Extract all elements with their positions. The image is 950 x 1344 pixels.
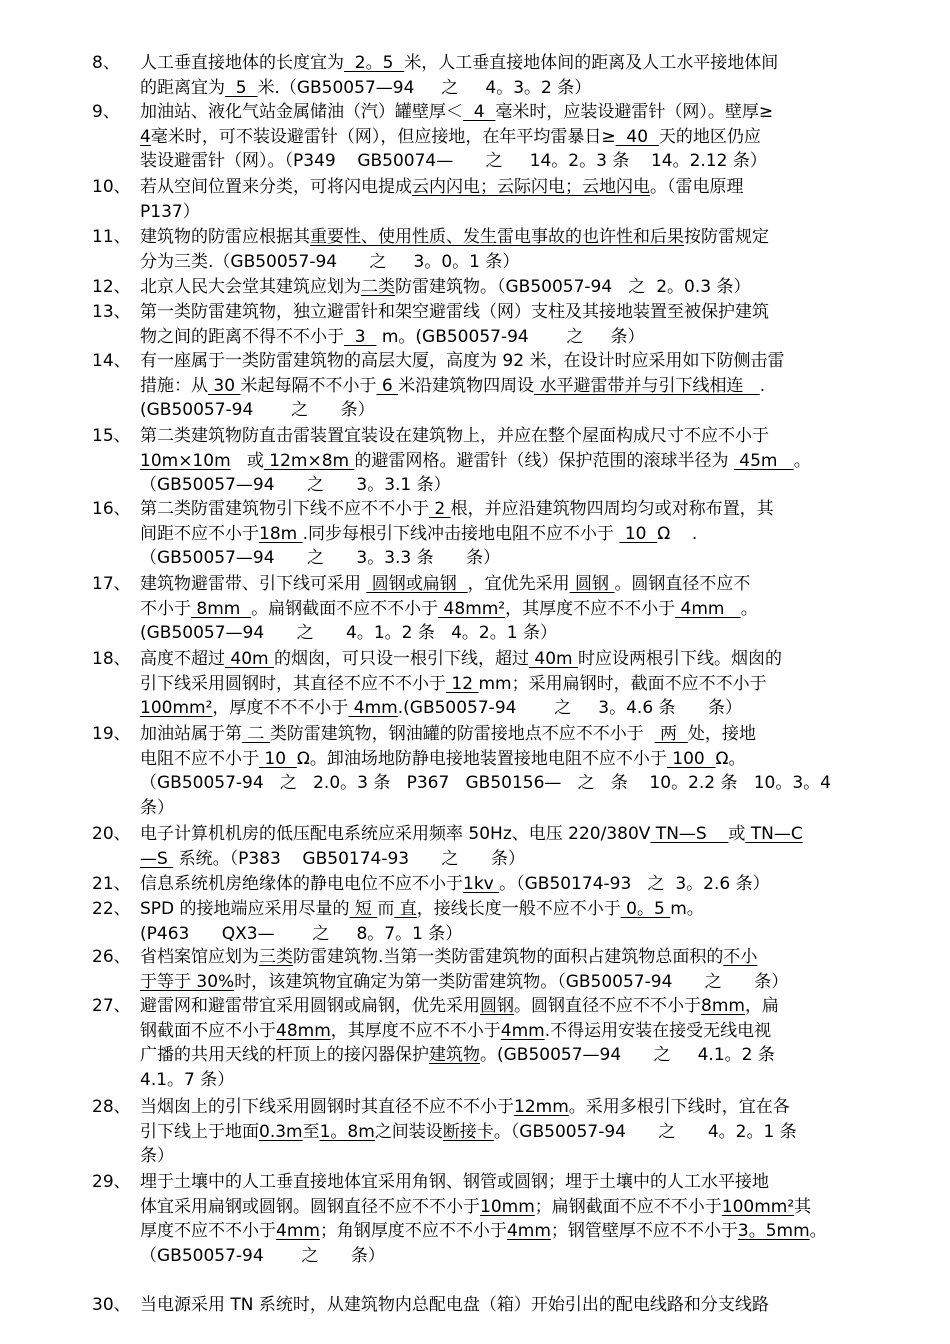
answer-underlined: 不小	[723, 947, 758, 967]
answer-underlined: —S	[140, 848, 174, 869]
answer-underlined: 10	[259, 748, 297, 769]
question-number: 19、	[92, 724, 131, 744]
text-line	[140, 423, 908, 449]
answer-underlined: 1。8m	[319, 1121, 375, 1142]
answer-underlined: 12mm	[514, 1097, 569, 1117]
text-line	[140, 871, 908, 897]
text-segment: 。(GB50057—94 之 4.1。2 条	[480, 1045, 775, 1066]
question-number: 29、	[92, 1172, 131, 1192]
text-segment: 天的地区仍应	[658, 126, 761, 147]
text-segment: 不小于	[140, 598, 191, 619]
answer-underlined: 两	[654, 724, 688, 744]
text-segment: Ω .	[657, 523, 698, 544]
text-segment: (GB50057-94 之 条）	[140, 400, 375, 421]
question-number: 17、	[92, 574, 131, 594]
answer-underlined: 6	[376, 375, 399, 396]
text-segment: Ω。	[715, 748, 746, 769]
text-segment: (GB50057—94 之 4。1。2 条 4。2。1 条）	[140, 623, 557, 644]
text-segment: 第二类建筑物防直击雷装置宜装设在建筑物上，并应在整个屋面构成尺寸不应不小于	[140, 426, 769, 446]
question-number: 22、	[92, 899, 131, 919]
text-line	[140, 50, 908, 76]
text-segment: 根，并应沿建筑物四周均匀或对称布置，其	[450, 499, 774, 519]
text-segment: 。	[809, 1221, 827, 1242]
text-line	[140, 174, 908, 200]
answer-underlined: 于等于 30%	[140, 971, 235, 992]
text-segment: 的避雷网格。避雷针（线）保护范围的滚球半径为	[354, 450, 734, 471]
text-line	[140, 1094, 908, 1120]
text-line	[140, 770, 908, 796]
text-segment: 的距离宜为	[140, 77, 225, 98]
answer-underlined: 4mm	[348, 698, 398, 719]
question-number: 20、	[92, 824, 131, 844]
text-segment: 措施：从	[140, 375, 208, 396]
text-line	[140, 521, 908, 547]
answer-underlined: 10m×10m	[140, 450, 231, 471]
text-line	[140, 671, 908, 697]
question-number: 14、	[92, 351, 131, 371]
answer-underlined: 建筑物	[429, 1045, 480, 1066]
text-line	[140, 944, 908, 970]
text-segment: 埋于土壤中的人工垂直接地体宜采用角钢、钢管或圆钢；埋于土壤中的人工水平接地	[140, 1172, 769, 1192]
question-number: 12、	[92, 277, 131, 297]
text-segment: ，其厚度不应不不小于	[505, 598, 676, 619]
text-segment: 建筑物的防雷应根据其	[140, 227, 310, 247]
text-line	[140, 695, 908, 721]
answer-underlined: 8mm	[701, 996, 745, 1016]
text-segment: 北京人民大会堂其建筑应划为	[140, 277, 361, 297]
text-segment: ，厚度不不不小于	[212, 698, 349, 719]
answer-underlined: 重要性、使用性质、发生雷电事故的也许性和后果	[310, 227, 684, 247]
text-segment: 。（雷电原理	[650, 177, 744, 197]
text-segment: .同步每根引下线冲击接地电阻不应不小于	[302, 523, 620, 544]
text-segment: 。扁钢截面不应不不小于	[251, 598, 439, 619]
answer-underlined: 水平避雷带并与引下线相连	[534, 375, 760, 396]
text-line	[140, 496, 908, 522]
text-segment: SPD 的接地端应采用尽量的	[140, 899, 350, 919]
text-line	[140, 199, 908, 225]
text-line	[140, 274, 908, 300]
text-segment: ；角钢厚度不应不不小于	[319, 1221, 507, 1242]
text-line	[140, 821, 908, 847]
text-segment: m。	[670, 899, 704, 919]
text-line	[140, 1194, 908, 1220]
text-segment: .(GB50057-94 之 3。4.6 条 条）	[397, 698, 742, 719]
text-line	[140, 795, 908, 821]
text-segment: ，宜优先采用	[467, 574, 570, 594]
answer-underlined: 4mm	[675, 598, 741, 619]
text-line	[140, 746, 908, 772]
question-number: 30、	[92, 1295, 131, 1315]
text-segment: 。圆钢直径不应不不小于	[514, 996, 701, 1016]
answer-underlined: 直	[394, 899, 417, 919]
question-number: 11、	[92, 227, 131, 247]
text-line	[140, 969, 908, 995]
text-segment: m。(GB50057-94 之 条）	[376, 326, 645, 347]
text-segment: Ω。卸油场地防静电接地装置接地电阻不应不小于	[296, 748, 667, 769]
text-line	[140, 124, 908, 150]
text-line	[140, 1067, 908, 1093]
text-segment: 加油站属于第	[140, 724, 242, 744]
text-segment: 米，人工垂直接地体间的距离及人工水平接地体间	[404, 53, 779, 73]
text-line	[140, 571, 908, 597]
answer-underlined: 100mm²	[721, 1196, 795, 1217]
text-line	[140, 1042, 908, 1068]
text-segment: 米沿建筑物四周设	[398, 375, 535, 396]
answer-underlined: 2	[429, 499, 451, 519]
answer-underlined: TN—S	[650, 824, 729, 844]
text-line	[140, 472, 908, 498]
text-segment: 。采用多根引下线时，宜在各	[568, 1097, 790, 1117]
answer-underlined: 45m	[733, 450, 794, 471]
text-segment: 间距不应不小于	[140, 523, 259, 544]
text-segment: ，其厚度不应不不小于	[330, 1020, 501, 1041]
text-line	[140, 846, 908, 872]
text-segment: 高度不超过	[140, 649, 225, 669]
text-segment: 时应设两根引下线。烟囱的	[578, 649, 782, 669]
answer-underlined: 40	[615, 126, 659, 147]
text-segment: 米起每隔不不小于	[240, 375, 377, 396]
text-segment: mm；采用扁钢时，截面不应不不小于	[478, 673, 767, 694]
question-number: 27、	[92, 996, 131, 1016]
answer-underlined: 48mm	[276, 1020, 331, 1041]
answer-underlined: 5	[225, 77, 258, 98]
text-segment: 物之间的距离不得不不小于	[140, 326, 344, 347]
text-line	[140, 249, 908, 275]
text-segment: 。	[740, 598, 758, 619]
text-line	[140, 99, 908, 125]
answer-underlined: 0.3m	[259, 1121, 303, 1142]
question-number: 18、	[92, 649, 131, 669]
text-line	[140, 348, 908, 374]
text-segment: 体宜采用扁钢或圆钢。圆钢直径不应不不小于	[140, 1196, 480, 1217]
text-line	[140, 1243, 908, 1269]
answer-underlined: 48mm²	[438, 598, 506, 619]
text-line	[140, 75, 908, 101]
answer-underlined: 云内闪电；云际闪电；云地闪电	[412, 177, 650, 197]
answer-underlined: 4mm	[276, 1221, 320, 1242]
text-segment: 避雷网和避雷带宜采用圆钢或扁钢，优先采用	[140, 996, 480, 1016]
text-segment: 之间装设	[374, 1121, 443, 1142]
text-segment: ，接线长度一般不应不小于	[416, 899, 621, 919]
answer-underlined: 3。5mm	[737, 1221, 810, 1242]
text-segment: 毫米时，应装设避雷针（网）。壁厚≥	[495, 102, 774, 122]
text-segment: 至	[302, 1121, 320, 1142]
answer-underlined: 圆钢	[480, 996, 514, 1016]
text-line	[140, 721, 908, 747]
question-number: 13、	[92, 302, 131, 322]
text-segment: 处，接地	[687, 724, 756, 744]
text-line	[140, 397, 908, 423]
text-line	[140, 148, 908, 174]
answer-underlined: 12m×8m	[263, 450, 355, 471]
text-segment: .	[759, 375, 766, 396]
text-segment: 电阻不应不小于	[140, 748, 259, 769]
text-segment: （GB50057-94 之 2.0。3 条 P367 GB50156— 之 条 10。2.2 条 10。3。4	[140, 773, 831, 794]
text-segment: ，扁	[744, 996, 779, 1016]
answer-underlined: 2。5	[344, 53, 405, 73]
text-segment: 引下线上于地面	[140, 1121, 259, 1142]
text-line	[140, 1169, 908, 1195]
question-number: 9、	[92, 102, 120, 122]
answer-underlined: 10	[619, 523, 658, 544]
text-segment: 条）	[140, 797, 174, 818]
answer-underlined: 100mm²	[140, 698, 213, 719]
text-segment: 其	[794, 1196, 812, 1217]
text-segment: 而	[377, 899, 395, 919]
text-segment: 防雷建筑物。（GB50057-94 之 2。0.3 条）	[395, 277, 751, 297]
text-line	[140, 1292, 908, 1318]
text-segment: 钢截面不应不小于	[140, 1020, 276, 1041]
question-number: 8、	[92, 53, 120, 73]
answer-underlined: 4	[463, 102, 496, 122]
answer-underlined: 12	[446, 673, 479, 694]
text-segment: 电子计算机机房的低压配电系统应采用频率 50Hz、电压 220/380V	[140, 824, 651, 844]
question-number: 21、	[92, 874, 131, 894]
answer-underlined: 三类	[259, 947, 293, 967]
text-segment: ；钢管壁厚不应不不小于	[550, 1221, 738, 1242]
text-segment: 时，该建筑物宜确定为第一类防雷建筑物。（GB50057-94 之 条）	[234, 971, 789, 992]
text-segment: 有一座属于一类防雷建筑物的高层大厦，高度为 92 米，在设计时应采用如下防侧击雷	[140, 351, 785, 371]
text-segment: (P463 QX3— 之 8。7。1 条）	[140, 923, 463, 944]
text-line	[140, 545, 908, 571]
text-segment: 广播的共用天线的杆顶上的接闪器保护	[140, 1045, 429, 1066]
answer-underlined: 100	[666, 748, 716, 769]
text-line	[140, 896, 908, 922]
answer-underlined: 3	[344, 326, 377, 347]
text-segment: 加油站、液化气站金属储油（汽）罐壁厚＜	[140, 102, 463, 122]
text-segment: 。	[793, 450, 811, 471]
answer-underlined: 30	[208, 375, 241, 396]
text-segment: 引下线采用圆钢时，其直径不应不不小于	[140, 673, 446, 694]
text-segment: 当电源采用 TN 系统时，从建筑物内总配电盘（箱）开始引出的配电线路和分支线路	[140, 1295, 769, 1315]
text-segment: P137）	[140, 201, 200, 222]
text-segment: 米.（GB50057—94 之 4。3。2 条）	[257, 77, 592, 98]
text-segment: 装设避雷针（网）。（P349 GB50074— 之 14。2。3 条 14。2.12 条）	[140, 151, 767, 172]
answer-underlined: 二	[242, 724, 270, 744]
text-line	[140, 993, 908, 1019]
text-line	[140, 299, 908, 325]
text-segment: 类防雷建筑物，钢油罐的防雷接地点不应不不小于	[269, 724, 655, 744]
text-segment: 若从空间位置来分类，可将闪电提成	[140, 177, 412, 197]
answer-underlined: 圆钢或扁钢	[366, 574, 468, 594]
text-segment: 条）	[140, 1146, 174, 1167]
text-segment: （GB50057—94 之 3。3.1 条）	[140, 475, 451, 496]
text-segment: 防雷建筑物.当第一类防雷建筑物的面积占建筑物总面积的	[293, 947, 724, 967]
text-segment: 毫米时，可不装设避雷针（网），但应接地，在年平均雷暴日≥	[150, 126, 616, 147]
answer-underlined: 18m	[259, 523, 303, 544]
text-segment: 信息系统机房绝缘体的静电电位不应不小于	[140, 874, 463, 894]
text-segment: 4.1。7 条）	[140, 1069, 235, 1090]
answer-underlined: 4	[140, 126, 151, 147]
text-line	[140, 373, 908, 399]
question-number: 16、	[92, 499, 131, 519]
question-number: 26、	[92, 947, 131, 967]
question-number: 28、	[92, 1097, 131, 1117]
text-segment: （GB50057—94 之 3。3.3 条 条）	[140, 548, 501, 569]
text-segment: 厚度不应不不小于	[140, 1221, 276, 1242]
answer-underlined: 40m	[225, 649, 274, 669]
text-line	[140, 620, 908, 646]
answer-underlined: 0。5	[620, 899, 671, 919]
text-line	[140, 596, 908, 622]
text-line	[140, 1018, 908, 1044]
text-segment: 系统。（P383 GB50174-93 之 条）	[173, 848, 525, 869]
text-line	[140, 1143, 908, 1169]
text-segment: 。（GB50174-93 之 3。2.6 条）	[499, 874, 770, 894]
text-segment: 。圆钢直径不应不	[614, 574, 751, 594]
text-segment: 或	[230, 450, 264, 471]
answer-underlined: 10mm	[480, 1196, 535, 1217]
text-segment: ；扁钢截面不应不不小于	[534, 1196, 722, 1217]
text-line	[140, 1218, 908, 1244]
text-line	[140, 921, 908, 947]
answer-underlined: 8mm	[191, 598, 252, 619]
text-segment: 或	[728, 824, 746, 844]
text-line	[140, 646, 908, 672]
text-segment: 的烟囱，可只设一根引下线，超过	[274, 649, 529, 669]
text-segment: 人工垂直接地体的长度宜为	[140, 53, 344, 73]
text-segment: 。（GB50057-94 之 4。2。1 条	[493, 1121, 797, 1142]
text-segment: （GB50057-94 之 条）	[140, 1245, 385, 1266]
text-line	[140, 224, 908, 250]
answer-underlined: 40m	[529, 649, 578, 669]
answer-underlined: 短	[349, 899, 378, 919]
text-segment: .不得运用安装在接受无线电视	[544, 1020, 772, 1041]
answer-underlined: 4mm	[500, 1020, 545, 1041]
text-segment: 按防雷规定	[684, 227, 769, 247]
question-number: 10、	[92, 177, 131, 197]
answer-underlined: 二类	[361, 277, 395, 297]
text-segment: 省档案馆应划为	[140, 947, 259, 967]
answer-underlined: 断接卡	[442, 1121, 494, 1142]
question-number: 15、	[92, 426, 131, 446]
text-segment: 建筑物避雷带、引下线可采用	[140, 574, 367, 594]
text-segment: 第一类防雷建筑物，独立避雷针和架空避雷线（网）支柱及其接地装置至被保护建筑	[140, 302, 769, 322]
text-segment: 第二类防雷建筑物引下线不应不不小于	[140, 499, 429, 519]
text-segment: 分为三类.（GB50057-94 之 3。0。1 条）	[140, 251, 520, 272]
text-line	[140, 324, 908, 350]
answer-underlined: 圆钢	[569, 574, 615, 594]
answer-underlined: 4mm	[506, 1221, 551, 1242]
answer-underlined: 1kv	[463, 874, 500, 894]
text-line	[140, 448, 908, 474]
text-line	[140, 1119, 908, 1145]
text-segment: 当烟囱上的引下线采用圆钢时其直径不应不不小于	[140, 1097, 514, 1117]
answer-underlined: TN—C	[745, 824, 803, 844]
